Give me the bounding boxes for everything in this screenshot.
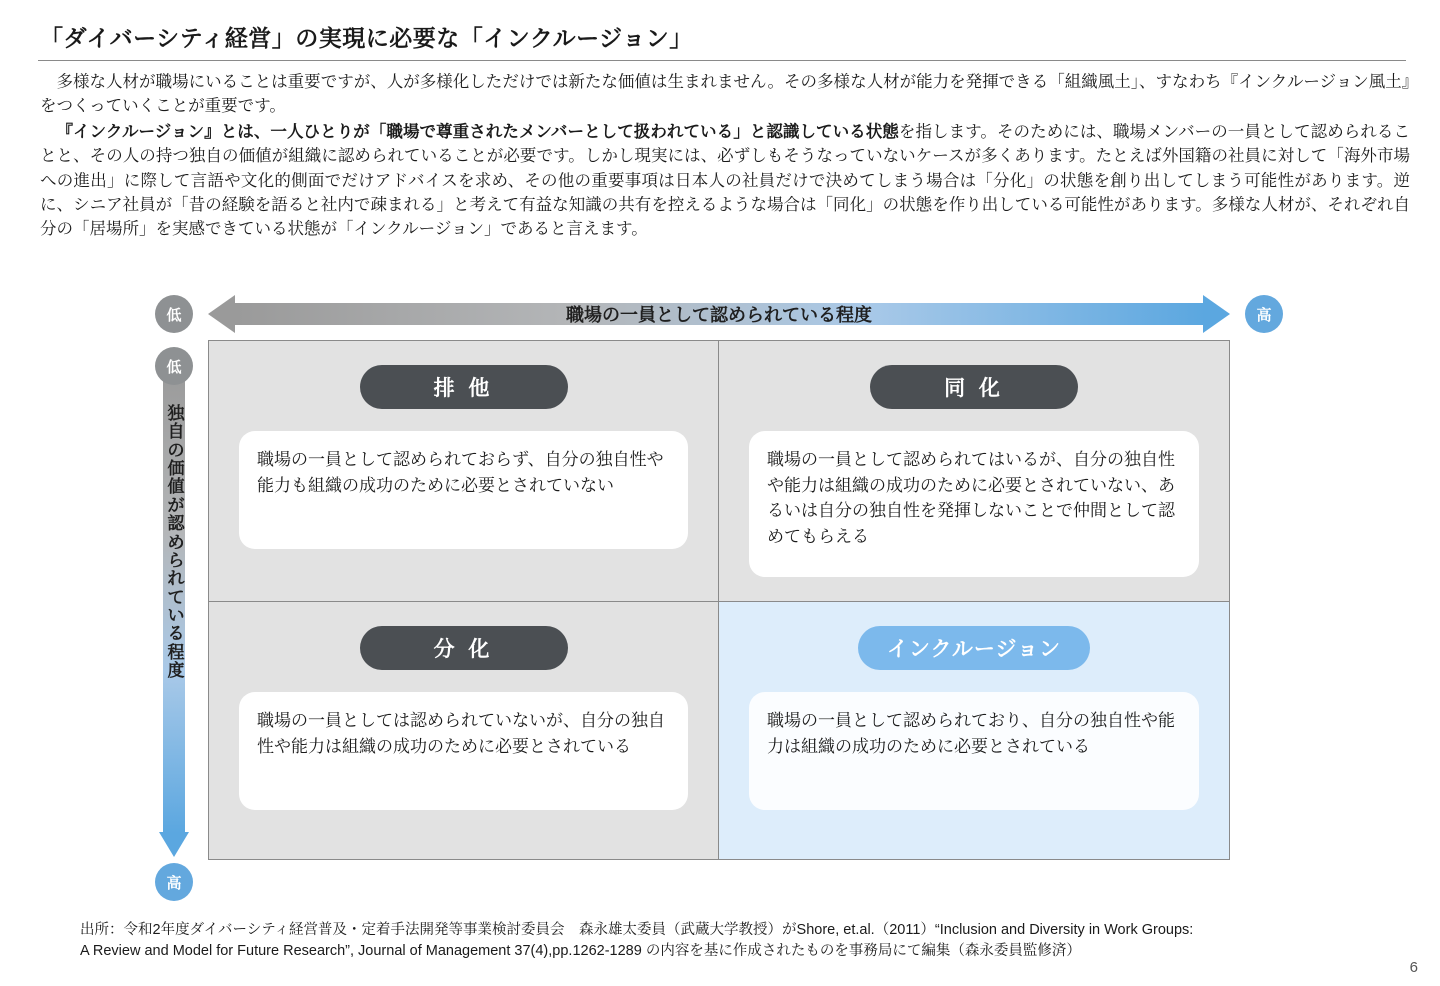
title-divider [38,60,1406,61]
page-title: 「ダイバーシティ経営」の実現に必要な「インクルージョン」 [40,25,693,51]
body-paragraph-2-rest: を指します。そのためには、職場メンバーの一員として認められることと、その人の持つ独自の価値が組織に認められていることが必要です。しかし現実には、必ずしもそうなっていないケースが多くあります。たとえば外国籍の社員に対して「海外市場への進出」に際して言語や文化的側面でだけアドバイスを求め、その他の重要事項は日本人の社員だけで決めてしまう場合は「分化」の状態を創り出してしまう可能性があります。逆に、シニア社員が「昔の経験を語ると社内で疎まれる」と考えて有益な知識の共有を控えるような場合は「同化」の状態を作り出している可能性があります。多様な人材が、それぞれ自分の「居場所」を実感できている状態が「インクルージョン」であると言えます。 [40,122,1410,239]
quadrant-exclusion-pill: 排 他 [360,365,568,409]
body-paragraph-2 [40,120,1410,242]
quadrant-differentiation-text: 職場の一員としては認められていないが、自分の独自性や能力は組織の成功のために必要とされている [239,692,688,810]
horizontal-axis-low-badge: 低 [155,295,193,333]
vertical-axis-high-badge: 高 [155,863,193,901]
quadrant-assimilation-text: 職場の一員として認められてはいるが、自分の独自性や能力は組織の成功のために必要とされていない、あるいは自分の独自性を発揮しないことで仲間として認めてもらえる [749,431,1199,577]
quadrant-exclusion [209,341,719,602]
body-paragraph-1: 多様な人材が職場にいることは重要ですが、人が多様化しただけでは新たな価値は生まれません。その多様な人材が能力を発揮できる「組織風土」、すなわち『インクルージョン風土』をつくっていくことが重要です。 [40,73,1410,116]
quadrant-assimilation-pill: 同 化 [870,365,1078,409]
source-line-2: A Review and Model for Future Research”, Journal of Management 37(4),pp.1262-1289 の内容を基に作成されたものを事務局にて編集（森永委員監修済） [80,943,1081,960]
quadrant-matrix [208,340,1230,860]
quadrant-differentiation-pill: 分 化 [360,626,568,670]
page-number: 6 [1409,959,1418,976]
body-paragraph-2-lead: 『インクルージョン』とは、一人ひとりが「職場で尊重されたメンバーとして扱われている」と認識している状態 [56,122,899,141]
vertical-axis-label: 独自の価値が認められている程度 [167,404,185,681]
quadrant-inclusion-pill: インクルージョン [858,626,1090,670]
horizontal-axis [208,295,1230,333]
horizontal-axis-high-badge: 高 [1245,295,1283,333]
source-note [80,920,1380,962]
quadrant-inclusion-text: 職場の一員として認められており、自分の独自性や能力は組織の成功のために必要とされている [749,692,1199,810]
inclusion-matrix-diagram [0,285,1440,905]
quadrant-assimilation [719,341,1229,602]
quadrant-exclusion-text: 職場の一員として認められておらず、自分の独自性や能力も組織の成功のために必要とされていない [239,431,688,549]
quadrant-differentiation [209,602,719,859]
source-line-1: 出所：令和2年度ダイバーシティ経営普及・定着手法開発等事業検討委員会 森永雄太委員（武蔵大学教授）がShore, et.al.（2011）“Inclusion and Diversity in Work Groups: [80,922,1194,938]
quadrant-inclusion [719,602,1229,859]
body-text [40,70,1410,243]
vertical-axis-down-arrow-icon [159,832,189,857]
horizontal-axis-label: 職場の一員として認められている程度 [566,305,872,325]
vertical-axis-low-badge: 低 [155,347,193,385]
